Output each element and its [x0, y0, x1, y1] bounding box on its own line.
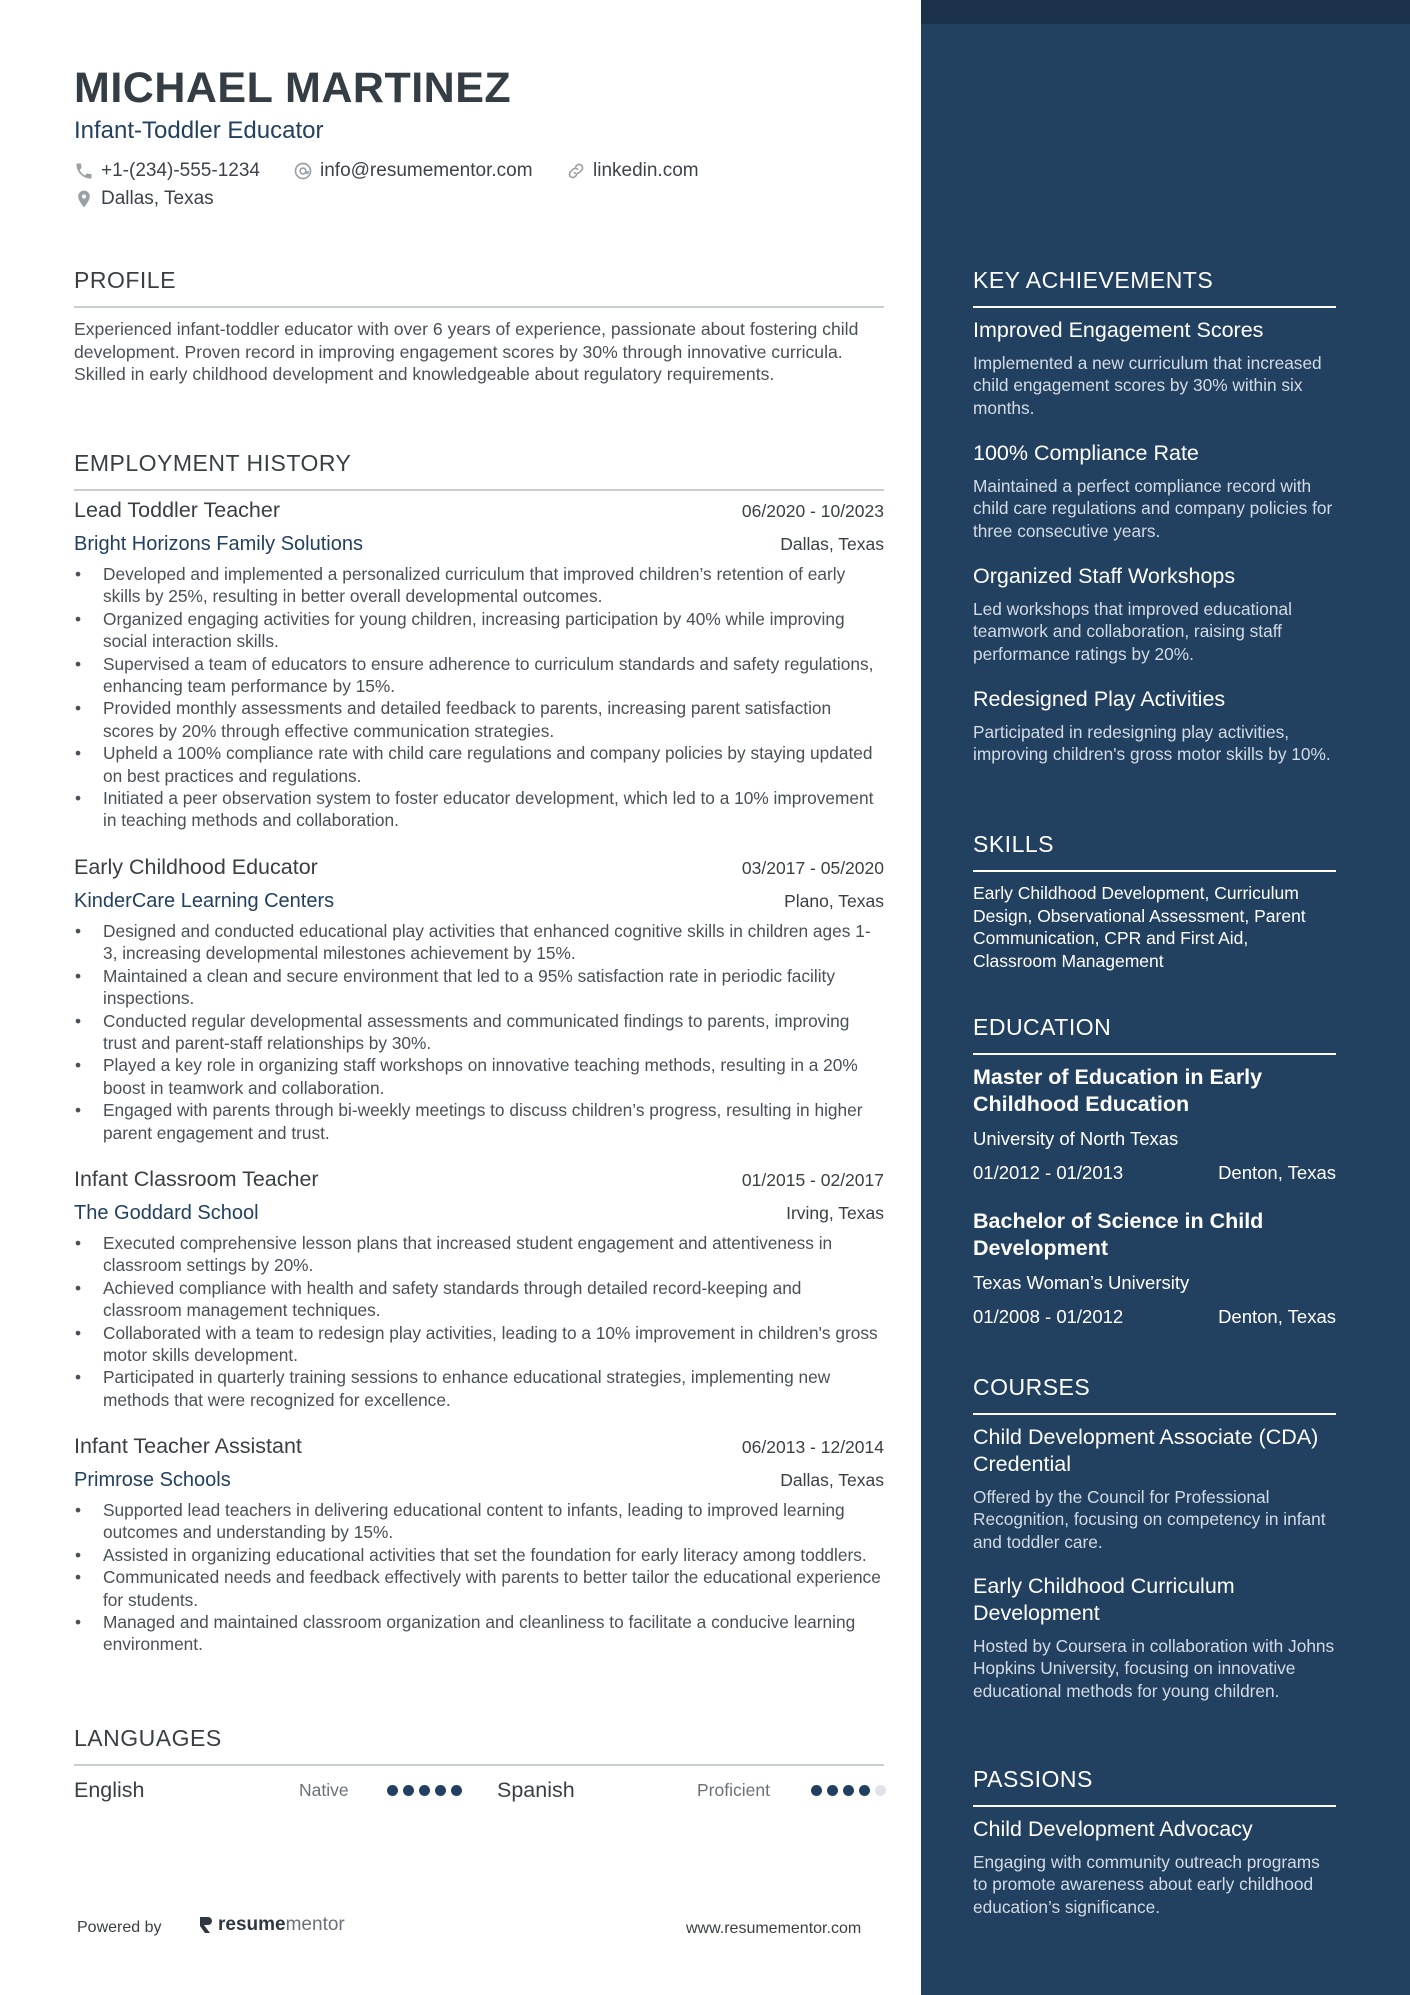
linkedin-text: linkedin.com: [593, 160, 699, 181]
education-heading: EDUCATION: [973, 1014, 1336, 1055]
contact-email[interactable]: [293, 160, 533, 182]
achievement-title: Improved Engagement Scores: [973, 318, 1264, 342]
achievement-text: Participated in redesigning play activities, improving children's gross motor skills by 10%.: [973, 722, 1331, 765]
job-entry: [74, 855, 884, 1144]
rating-dot-filled: [419, 1785, 430, 1796]
job-location: Dallas, Texas: [780, 534, 884, 554]
job-location: Irving, Texas: [786, 1203, 884, 1223]
education-degree: Master of Education in Early Childhood Education: [973, 1065, 1263, 1116]
job-bullet: • Supervised a team of educators to ensure adherence to curriculum standards and safety regulations, enhancing team performance by 15%.: [74, 653, 884, 698]
achievement-text: Led workshops that improved educational teamwork and collaboration, raising staff performance ratings by 20%.: [973, 599, 1292, 664]
job-entry: [74, 1434, 884, 1656]
rating-dot-filled: [811, 1785, 822, 1796]
job-bullet: • Initiated a peer observation system to foster educator development, which led to a 10% improvement in teaching methods and collaboration.: [74, 787, 884, 832]
course-text: Hosted by Coursera in collaboration with Johns Hopkins University, focusing on innovative educational methods for young children.: [973, 1636, 1335, 1701]
contact-phone[interactable]: [74, 160, 260, 182]
skills-text: Early Childhood Development, Curriculum Design, Observational Assessment, Parent Communication, CPR and First Aid, Classroom Management: [973, 883, 1306, 971]
education-school: Texas Woman’s University: [973, 1272, 1190, 1293]
job-bullet: • Played a key role in organizing staff workshops on innovative teaching methods, resulting in a 20% boost in teamwork and collaboration.: [74, 1054, 884, 1099]
job-title: Early Childhood Educator: [74, 855, 318, 879]
achievement-title: Organized Staff Workshops: [973, 564, 1236, 588]
job-bullet: • Upheld a 100% compliance rate with child care regulations and company policies by staying updated on best practices and regulations.: [74, 742, 884, 787]
location-pin-icon: [74, 189, 94, 209]
achievement-title: Redesigned Play Activities: [973, 687, 1226, 711]
job-entry: [74, 498, 884, 832]
passion-item: [973, 1816, 1336, 1918]
language-level-wrap: [299, 1775, 349, 1805]
job-bullet: • Maintained a clean and secure environment that led to a 95% satisfaction rate in periodic facility inspections.: [74, 965, 884, 1010]
resumementor-logo[interactable]: [198, 1914, 345, 1936]
candidate-name: MICHAEL MARTINEZ: [74, 64, 512, 112]
passions-heading: PASSIONS: [973, 1766, 1336, 1807]
sidebar-top-bar: [921, 0, 1410, 24]
education-location: Denton, Texas: [1218, 1162, 1336, 1183]
job-entry: [74, 1167, 884, 1411]
job-company: The Goddard School: [74, 1202, 259, 1224]
language-item: [74, 1775, 145, 1805]
powered-by-label: Powered by: [77, 1919, 162, 1936]
achievement-text: Maintained a perfect compliance record with child care regulations and company policies for three consecutive years.: [973, 476, 1333, 541]
rating-dot-filled: [451, 1785, 462, 1796]
language-item: [497, 1775, 575, 1805]
phone-text: +1-(234)-555-1234: [101, 160, 260, 181]
rating-dots: [387, 1785, 462, 1796]
passion-text: Engaging with community outreach programs to promote awareness about early childhood education’s significance.: [973, 1852, 1320, 1917]
location-text: Dallas, Texas: [101, 188, 214, 209]
email-text: info@resumementor.com: [320, 160, 533, 181]
passion-title: Child Development Advocacy: [973, 1817, 1253, 1841]
course-item: [973, 1424, 1336, 1553]
phone-icon: [74, 161, 94, 181]
job-bullet: • Communicated needs and feedback effectively with parents to better tailor the educational experience for students.: [74, 1566, 884, 1611]
education-item: [973, 1208, 1336, 1328]
employment-heading: EMPLOYMENT HISTORY: [74, 450, 884, 491]
job-bullet: • Organized engaging activities for young children, increasing participation by 40% while improving social interaction skills.: [74, 608, 884, 653]
rating-dot-filled: [403, 1785, 414, 1796]
job-title: Lead Toddler Teacher: [74, 498, 281, 522]
rating-dot-empty: [875, 1785, 886, 1796]
course-title: Early Childhood Curriculum Development: [973, 1574, 1235, 1625]
achievements-heading: KEY ACHIEVEMENTS: [973, 267, 1336, 308]
profile-heading: PROFILE: [74, 267, 884, 308]
job-bullet: • Engaged with parents through bi-weekly meetings to discuss children’s progress, resulting in higher parent engagement and trust.: [74, 1099, 884, 1144]
job-company: KinderCare Learning Centers: [74, 890, 335, 912]
job-dates: 01/2015 - 02/2017: [741, 1170, 884, 1190]
achievement-text: Implemented a new curriculum that increased child engagement scores by 30% within six months.: [973, 353, 1322, 418]
job-company: Bright Horizons Family Solutions: [74, 533, 363, 555]
language-rating: [387, 1775, 462, 1805]
education-location: Denton, Texas: [1218, 1306, 1336, 1327]
course-item: [973, 1573, 1336, 1702]
job-company: Primrose Schools: [74, 1469, 231, 1491]
job-title: Infant Classroom Teacher: [74, 1167, 319, 1191]
rating-dot-filled: [387, 1785, 398, 1796]
logo-mark-icon: [198, 1915, 214, 1935]
logo-text-bold: resume: [218, 1914, 286, 1935]
job-bullet: • Developed and implemented a personalized curriculum that improved children’s retention of early skills by 25%, resulting in better overall developmental outcomes.: [74, 563, 884, 608]
job-bullet: • Designed and conducted educational play activities that enhanced cognitive skills in children ages 1-3, increasing developmental milestones achievement by 15%.: [74, 920, 884, 965]
job-bullet: • Managed and maintained classroom organization and cleanliness to facilitate a conducive learning environment.: [74, 1611, 884, 1656]
job-location: Plano, Texas: [784, 891, 884, 911]
job-bullet: • Achieved compliance with health and safety standards through detailed record-keeping and classroom management techniques.: [74, 1277, 884, 1322]
language-name: Spanish: [497, 1777, 575, 1802]
languages-heading: LANGUAGES: [74, 1725, 884, 1766]
language-name: English: [74, 1777, 145, 1802]
candidate-title: Infant-Toddler Educator: [74, 117, 324, 144]
education-school: University of North Texas: [973, 1128, 1179, 1149]
link-icon: [566, 161, 586, 181]
achievement-item: [973, 440, 1336, 542]
achievement-item: [973, 563, 1336, 665]
logo-text-light: mentor: [285, 1914, 345, 1935]
job-bullet: • Executed comprehensive lesson plans that increased student engagement and attentiveness in classroom settings by 20%.: [74, 1232, 884, 1277]
at-icon: [293, 161, 313, 181]
job-bullet: • Collaborated with a team to redesign play activities, leading to a 10% improvement in children's gross motor skills development.: [74, 1322, 884, 1367]
education-dates: 01/2008 - 01/2012: [973, 1306, 1124, 1327]
sidebar-column: [921, 0, 1410, 1995]
profile-text: Experienced infant-toddler educator with over 6 years of experience, passionate about fostering child development. Proven record in improving engagement scores by 30% through innovative curricula. Skilled in early childhood development and knowledgeable about regulatory requirements.: [74, 319, 859, 384]
language-level: Native: [299, 1779, 349, 1800]
education-degree: Bachelor of Science in Child Development: [973, 1209, 1264, 1260]
job-bullet: • Provided monthly assessments and detailed feedback to parents, increasing parent satisfaction scores by 20% through effective communication strategies.: [74, 697, 884, 742]
language-level: Proficient: [697, 1779, 770, 1800]
skills-heading: SKILLS: [973, 831, 1336, 872]
rating-dots: [811, 1785, 886, 1796]
education-item: [973, 1064, 1336, 1184]
job-bullet: • Assisted in organizing educational activities that set the foundation for early literacy among toddlers.: [74, 1544, 884, 1566]
rating-dot-filled: [827, 1785, 838, 1796]
achievement-title: 100% Compliance Rate: [973, 441, 1199, 465]
rating-dot-filled: [843, 1785, 854, 1796]
rating-dot-filled: [859, 1785, 870, 1796]
job-dates: 06/2020 - 10/2023: [741, 501, 884, 521]
job-bullet: • Supported lead teachers in delivering educational content to infants, leading to improved learning outcomes and understanding by 15%.: [74, 1499, 884, 1544]
footer-url[interactable]: www.resumementor.com: [686, 1920, 862, 1937]
education-dates: 01/2012 - 01/2013: [973, 1162, 1124, 1183]
courses-heading: COURSES: [973, 1374, 1336, 1415]
achievement-item: [973, 686, 1336, 766]
language-rating: [811, 1775, 886, 1805]
contact-location: [74, 188, 214, 210]
course-text: Offered by the Council for Professional Recognition, focusing on competency in infant and toddler care.: [973, 1487, 1326, 1552]
language-level-wrap: [697, 1775, 770, 1805]
course-title: Child Development Associate (CDA) Credential: [973, 1425, 1319, 1476]
job-bullet: • Conducted regular developmental assessments and communicated findings to parents, improving trust and parent-staff relationships by 30%.: [74, 1010, 884, 1055]
job-dates: 06/2013 - 12/2014: [741, 1437, 884, 1457]
rating-dot-filled: [435, 1785, 446, 1796]
achievement-item: [973, 317, 1336, 419]
job-location: Dallas, Texas: [780, 1470, 884, 1490]
contact-linkedin[interactable]: [566, 160, 699, 182]
job-title: Infant Teacher Assistant: [74, 1434, 302, 1458]
job-bullet: • Participated in quarterly training sessions to enhance educational strategies, implementing new methods that were recognized for excellence.: [74, 1366, 884, 1411]
job-dates: 03/2017 - 05/2020: [741, 858, 884, 878]
